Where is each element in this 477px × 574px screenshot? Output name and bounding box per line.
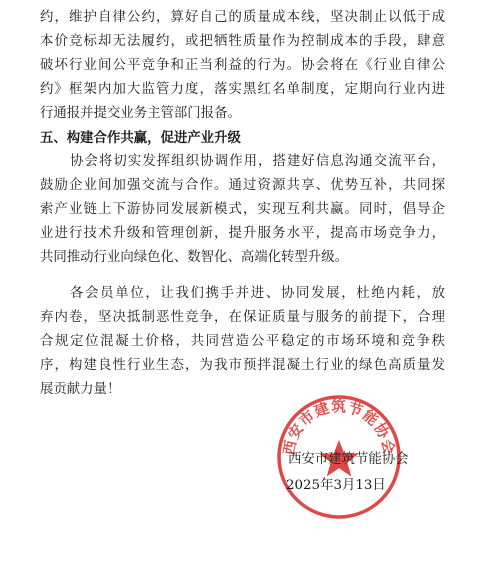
body-line: 鼓励企业间加强交流与合作。通过资源共享、优势互补，共同探 xyxy=(40,178,445,193)
body-line: 各会员单位，让我们携手并进、协同发展，杜绝内耗，放 xyxy=(70,286,445,301)
svg-text:西安市建筑节能协会: 西安市建筑节能协会 xyxy=(280,398,398,457)
body-line: 约，维护自律公约，算好自己的质量成本线，坚决制止以低于成 xyxy=(40,10,445,25)
body-line: 行通报并提交业务主管部门报备。 xyxy=(40,106,241,121)
body-line: 展贡献力量！ xyxy=(40,382,121,397)
body-line: 业进行技术升级和管理创新，提升服务水平，提高市场竞争力， xyxy=(40,226,445,241)
body-line: 协会将切实发挥组织协调作用，搭建好信息沟通交流平台， xyxy=(70,154,445,169)
body-line: 共同推动行业向绿色化、数智化、高端化转型升级。 xyxy=(40,250,348,265)
signature-date: 2025年3月13日 xyxy=(286,478,386,493)
body-line: 序，构建良性行业生态，为我市预拌混凝土行业的绿色高质量发 xyxy=(40,358,445,373)
body-line: 合规定位混凝土价格，共同营造公平稳定的市场环境和竞争秩 xyxy=(40,334,445,349)
body-line: 弃内卷，坚决抵制恶性竞争，在保证质量与服务的前提下，合理 xyxy=(40,310,445,325)
signature-organization: 西安市建筑节能协会 xyxy=(288,452,409,467)
body-line: 约》框架内加大监管力度，落实黑红名单制度，定期向行业内进 xyxy=(40,82,445,97)
section-heading: 五、构建合作共赢，促进产业升级 xyxy=(40,130,241,146)
body-line: 破坏行业间公平竞争和正当利益的行为。协会将在《行业自律公 xyxy=(40,58,445,73)
body-line: 本价竞标却无法履约，或把牺牲质量作为控制成本的手段，肆意 xyxy=(40,34,445,49)
body-line: 索产业链上下游协同发展新模式，实现互利共赢。同时，倡导企 xyxy=(40,202,445,217)
